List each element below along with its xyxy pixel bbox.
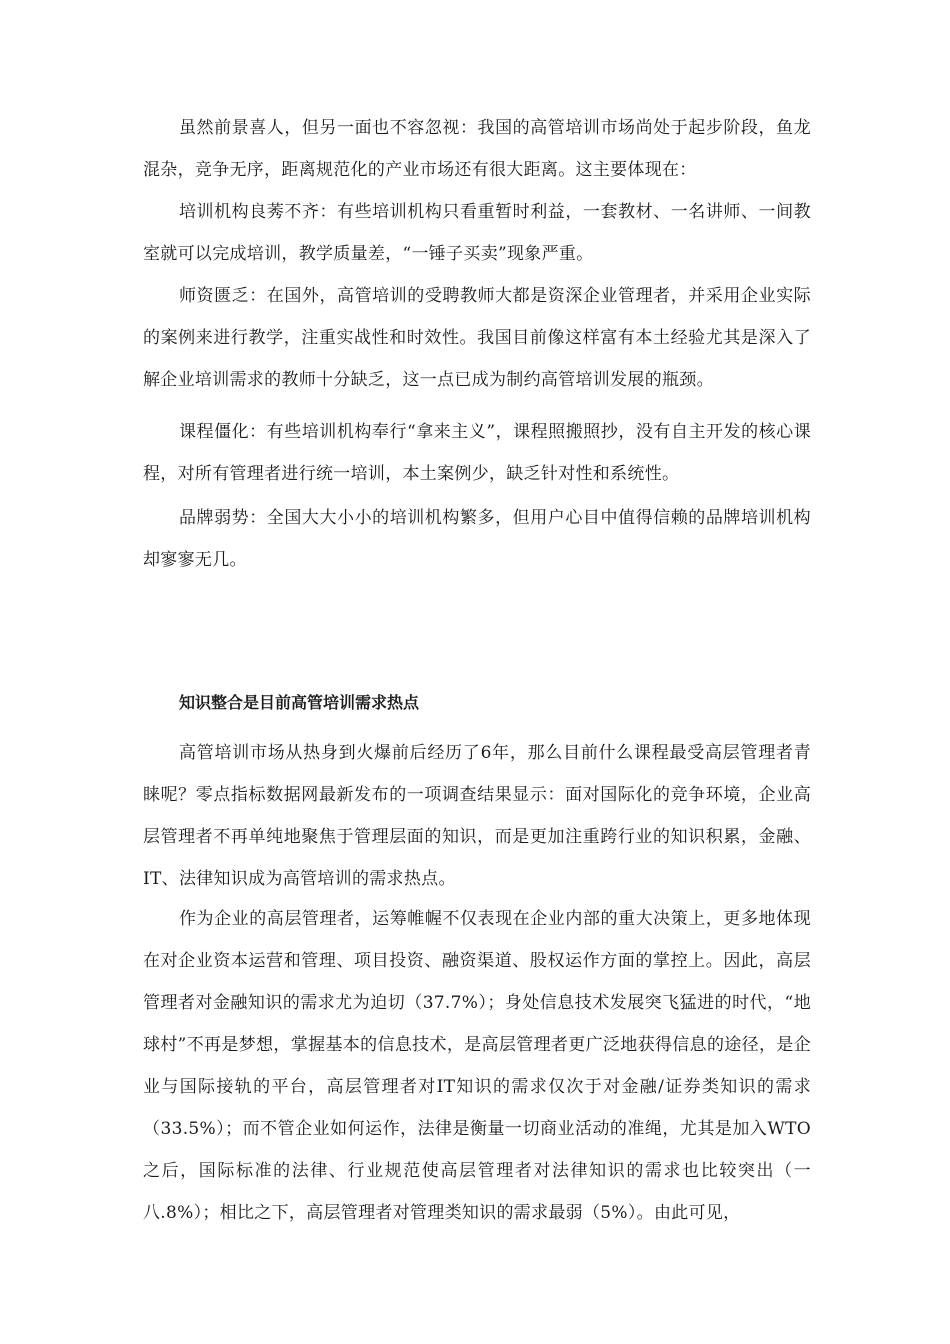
paragraph-knowledge-needs: 作为企业的高层管理者，运筹帷幄不仅表现在企业内部的重大决策上，更多地体现在对企业资本运营和管理、项目投资、融资渠道、股权运作方面的掌控上。因此，高层管理者对金融知识的需求尤为迫切（37.7%）；身处信息技术发展突飞猛进的时代，“地球村”不再是梦想，掌握基本的信息技术，是高层管理者更广泛地获得信息的途径，是企业与国际接轨的平台，高层管理者对IT知识的需求仅次于对金融/证券类知识的需求（33.5%）；而不管企业如何运作，法律是衡量一切商业活动的准绳，尤其是加入WTO之后，国际标准的法律、行业规范使高层管理者对法律知识的需求也比较突出（一八.8%）；相比之下，高层管理者对管理类知识的需求最弱（5%）。由此可见， [143, 909, 811, 1223]
paragraph-training-institutions: 培训机构良莠不齐：有些培训机构只看重暂时利益，一套教材、一名讲师、一间教室就可以完成培训，教学质量差，“一锤子买卖”现象严重。 [143, 202, 811, 264]
paragraph-faculty-shortage: 师资匮乏：在国外，高管培训的受聘教师大都是资深企业管理者，并采用企业实际的案例来进行教学，注重实战性和时效性。我国目前像这样富有本土经验尤其是深入了解企业培训需求的教师十分缺乏，这一点已成为制约高管培训发展的瓶颈。 [143, 286, 811, 390]
section-heading: 知识整合是目前高管培训需求热点 [179, 693, 420, 712]
paragraph-prospects: 虽然前景喜人，但另一面也不容忽视：我国的高管培训市场尚处于起步阶段，鱼龙混杂，竞争无序，距离规范化的产业市场还有很大距离。这主要体现在： [143, 118, 811, 180]
paragraph-training-demand: 高管培训市场从热身到火爆前后经历了6年，那么目前什么课程最受高层管理者青睐呢？零点指标数据网最新发布的一项调查结果显示：面对国际化的竞争环境，企业高层管理者不再单纯地聚焦于管理层面的知识，而是更加注重跨行业的知识积累，金融、IT、法律知识成为高管培训的需求热点。 [143, 743, 811, 889]
paragraph-rigid-curriculum: 课程僵化：有些培训机构奉行“拿来主义”，课程照搬照抄，没有自主开发的核心课程，对所有管理者进行统一培训，本土案例少，缺乏针对性和系统性。 [143, 422, 811, 484]
paragraph-weak-brands: 品牌弱势：全国大大小小的培训机构繁多，但用户心目中值得信赖的品牌培训机构却寥寥无几。 [143, 508, 811, 570]
